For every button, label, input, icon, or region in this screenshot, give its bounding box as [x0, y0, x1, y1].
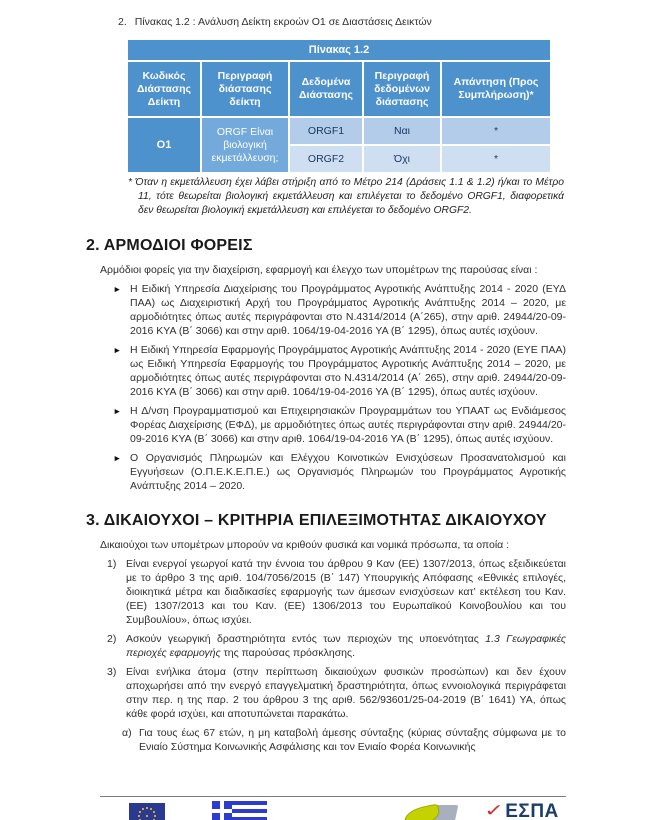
table-header-answer: Απάντηση (Προς Συμπλήρωση)*: [442, 62, 550, 116]
item-text: Είναι ενεργοί γεωργοί κατά την έννοια του άρθρου 9 Καν (ΕΕ) 1307/2013, όπως εξειδικεύεται με το άρθρο 3 της αριθ. 104/7056/2015 (Β΄ 147) Υπουργικής Απόφασης «Εθνικές επιλογές, διοικητικά μέτρα και διαδικασίες εφαρμογής των άμεσων ενισχύσεων κατ’ εκτέλεση του Καν.(ΕΕ) 1307/2013 και του Καν. (ΕΕ) 1306/2013 του Ευρωπαϊκού Κοινοβουλίου και του Συμβουλίου», όπως ισχύει.: [126, 558, 566, 626]
bullet-text: Η Ειδική Υπηρεσία Εφαρμογής Προγράμματος Αγροτικής Ανάπτυξης 2014 - 2020 (ΕΥΕ ΠΑΑ) ως Ειδική Υπηρεσία Εφαρμογής του Προγράμματος Αγροτικής Ανάπτυξης 2014 – 2020, με αρμοδιότητες όπως αυτές περιγράφονται στο Ν.4314/2014 (Α΄ 265), στην αριθ. 24944/20-09-2016 ΚΥΑ (Β΄ 3066) και στην αριθ. 1064/19-04-2016 ΥΑ (Β΄ 1295), όπως αυτές ισχύουν.: [130, 344, 566, 398]
checkmark-icon: ✓: [484, 801, 505, 820]
item-number: 2): [107, 633, 117, 645]
item-text: Είναι ενήλικα άτομα (στην περίπτωση δικαιούχων φυσικών προσώπων) και δεν έχουν αποχωρήσει από την ενεργό επαγγελματική δραστηριότητα, όπως εννοιολογικά περιγράφεται στην περ. η της παρ. 2 του άρθρου 3 της αριθ. 562/93601/25-04-2019 (Β΄ 1641) ΥΑ, όπως κάθε φορά ισχύει, και αποτυπώνεται παρακάτω.: [126, 666, 566, 720]
bullet-eye-paa: [113, 343, 566, 399]
table-title: Πίνακας 1.2: [128, 40, 550, 60]
bullet-text: Ο Οργανισμός Πληρωμών και Ελέγχου Κοινοτικών Ενισχύσεων Προσανατολισμού και Εγγυήσεων (Ο.Π.Ε.Κ.Ε.Π.Ε.) ως Οργανισμός Πληρωμών του Προγράμματος Αγροτικής Ανάπτυξης 2014 – 2020.: [130, 452, 566, 492]
bullet-triangle-icon: ►: [113, 284, 122, 294]
table-footnote: * Όταν η εκμετάλλευση έχει λάβει στήριξη από το Μέτρο 214 (Δράσεις 1.1 & 1.2) ή/και το Μέτρο 11, τότε θεωρείται βιολογική εκμετάλλευση και επιλέγεται το δεδομένο ORGF1, διαφορετικά δεν θεωρείται βιολογική εκμετάλλευση και επιλέγεται το δεδομένο ORGF2.: [128, 177, 564, 216]
criteria-item-2: [107, 632, 566, 660]
bullet-eyd-paa: [113, 282, 566, 338]
greek-flag-logo: [212, 801, 267, 820]
criteria-item-3: [107, 665, 566, 721]
indicator-table: [128, 40, 550, 172]
item-number: 1): [107, 558, 117, 570]
eu-flag-logo: [129, 803, 165, 820]
paa-program-logo: [404, 803, 458, 820]
bullet-text: Η Δ/νση Προγραμματισμού και Επιχειρησιακών Προγραμμάτων του ΥΠΑΑΤ ως Ενδιάμεσος Φορέας Διαχείρισης (ΕΦΔ), με αρμοδιότητες όπως αυτές περιγράφονται στην αριθ. 24944/20-09-2016 ΚΥΑ (Β΄ 3066) και στην αριθ. 1064/19-04-2016 ΥΑ (Β΄ 1295), όπως αυτές ισχύουν.: [130, 405, 566, 445]
table-cell-orgf1-answer: *: [442, 118, 550, 144]
item-text-italic: 1.3 Γεωγραφικές περιοχές εφαρμογής: [126, 633, 566, 659]
leaf-icon: [403, 803, 442, 820]
table-cell-orgf2: ORGF2: [290, 146, 362, 172]
item-text-pre: Ασκούν γεωργική δραστηριότητα εντός των περιοχών της υποενότητας: [126, 633, 486, 645]
table-header-dimension-desc: Περιγραφή διάστασης δείκτη: [202, 62, 288, 116]
table-cell-orgf1-value: Ναι: [364, 118, 440, 144]
table-header-data-desc: Περιγραφή δεδομένων διάστασης: [364, 62, 440, 116]
greek-flag-canton: [212, 801, 232, 820]
item-text: Για τους έως 67 ετών, η μη καταβολή άμεσης σύνταξης (κύριας σύνταξης σύμφωνα με το Ενιαίο Σύστημα Κοινωνικής Ασφάλισης και τον Ενιαίο Φορέα Κοινωνικής: [139, 727, 566, 753]
table-header-code: Κωδικός Διάστασης Δείκτη: [128, 62, 200, 116]
table-cell-description: ORGF Είναι βιολογική εκμετάλλευση;: [202, 118, 288, 172]
section3-heading: 3. ΔΙΚΑΙΟΥΧΟΙ – ΚΡΙΤΗΡΙΑ ΕΠΙΛΕΞΙΜΟΤΗΤΑΣ ΔΙΚΑΙΟΥΧΟΥ: [86, 512, 547, 529]
section3-intro: Δικαιούχοι των υπομέτρων μπορούν να κριθούν φυσικά και νομικά πρόσωπα, τα οποία :: [100, 539, 510, 551]
caption-text: Πίνακας 1.2 : Ανάλυση Δείκτη εκροών Ο1 σε Διαστάσεις Δεικτών: [134, 16, 432, 28]
item-text: [126, 632, 566, 660]
item-text-post: της παρούσας πρόσκλησης.: [220, 647, 355, 659]
section2-heading: 2. ΑΡΜΟΔΙΟΙ ΦΟΡΕΙΣ: [86, 237, 253, 254]
table-caption: [118, 15, 568, 29]
bullet-text: Η Ειδική Υπηρεσία Διαχείρισης του Προγράμματος Αγροτικής Ανάπτυξης 2014 - 2020 (ΕΥΔ ΠΑΑ) ως Διαχειριστική Αρχή του Προγράμματος Αγροτικής Ανάπτυξης 2014 – 2020, με αρμοδιότητες όπως αυτές περιγράφονται στο Ν.4314/2014 (Α΄265), στην αριθ. 24944/20-09-2016 ΚΥΑ (Β΄ 3066) και στην αριθ. 1064/19-04-2016 ΥΑ (Β΄ 1295), όπως αυτές ισχύουν.: [130, 283, 566, 337]
footer-divider: [100, 796, 566, 797]
criteria-item-3a: [122, 726, 566, 754]
item-number: α): [122, 727, 132, 739]
caption-number: 2.: [118, 16, 127, 28]
bullet-triangle-icon: ►: [113, 453, 122, 463]
table-cell-orgf2-value: Όχι: [364, 146, 440, 172]
criteria-item-1: [107, 557, 566, 627]
espa-logo-text: ΕΣΠΑ: [505, 801, 559, 820]
document-content: [86, 0, 568, 754]
espa-logo: [484, 801, 571, 820]
table-cell-code: Ο1: [128, 118, 200, 172]
section2-intro: Αρμόδιοι φορείς για την διαχείριση, εφαρμογή και έλεγχο των υπομέτρων της παρούσας είναι :: [100, 264, 538, 276]
bullet-triangle-icon: ►: [113, 406, 122, 416]
table-header-data: Δεδομένα Διάστασης: [290, 62, 362, 116]
eu-stars-icon: [146, 815, 148, 817]
item-number: 3): [107, 666, 117, 678]
bullet-opekepe: [113, 451, 566, 493]
table-cell-orgf1: ORGF1: [290, 118, 362, 144]
bullet-triangle-icon: ►: [113, 345, 122, 355]
table-cell-orgf2-answer: *: [442, 146, 550, 172]
bullet-efd: [113, 404, 566, 446]
